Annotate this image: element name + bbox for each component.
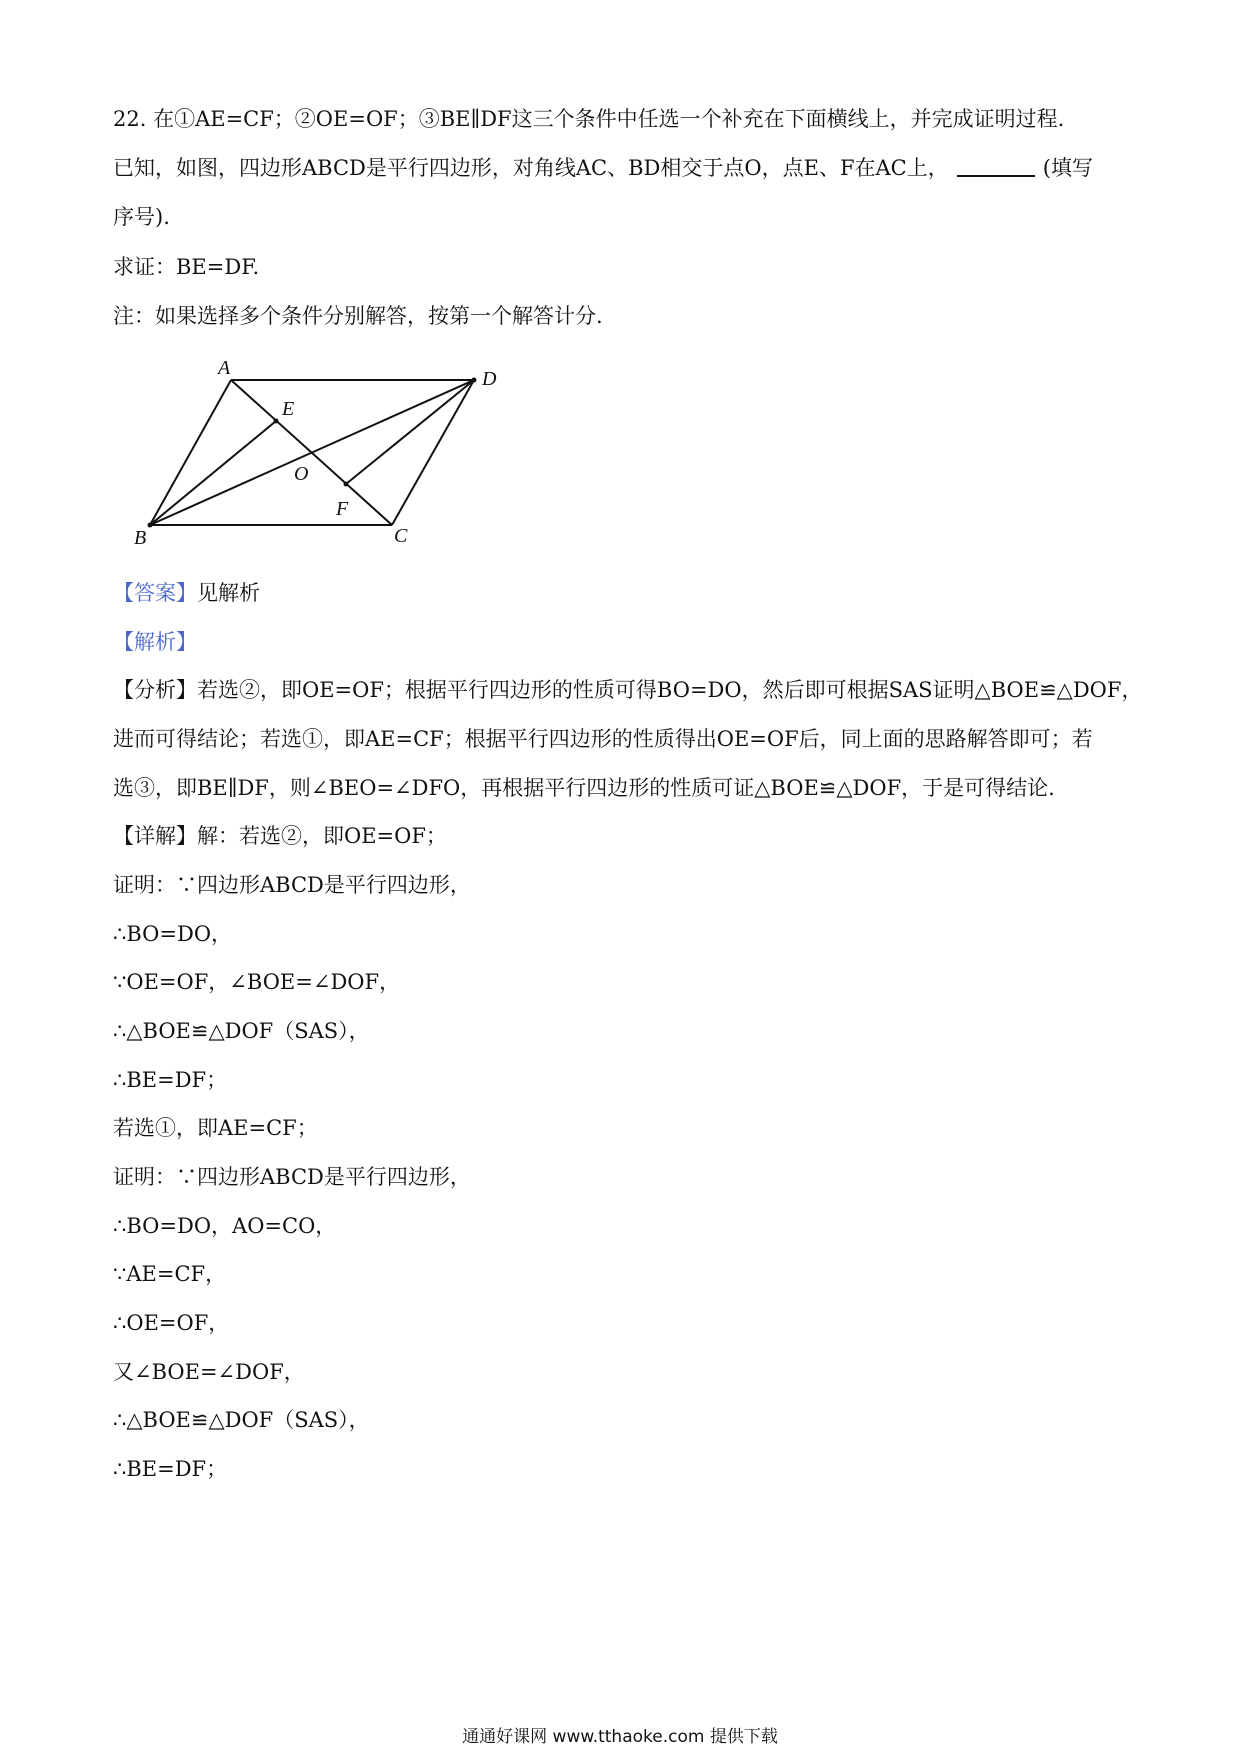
answer-tag: 【答案】 (113, 581, 197, 605)
label-a: A (218, 360, 231, 379)
question-line-4: 求证：BE=DF. (113, 255, 260, 279)
detail-step: 若选①，即AE=CF； (113, 1116, 318, 1140)
point-d (472, 378, 477, 383)
label-c: C (394, 525, 408, 547)
point-e (274, 419, 279, 424)
detail-step: ∴OE=OF， (113, 1311, 230, 1335)
analysis-line-3: 选③，即BE∥DF，则∠BEO=∠DFO，再根据平行四边形的性质可证△BOE≌△DOF，于是可得结论. (113, 776, 1055, 800)
detail-bracket: 【详解】 (113, 824, 197, 848)
detail-step: 证明：∵四边形ABCD是平行四边形， (113, 1165, 471, 1189)
analysis-bracket: 【分析】 (113, 678, 197, 702)
segment-df (346, 380, 474, 484)
side-ba (150, 380, 231, 525)
diagonal-bd (150, 380, 474, 525)
question-line-3: 序号). (113, 205, 170, 229)
detail-intro: 解：若选②，即OE=OF； (197, 824, 447, 848)
detail-step: ∵AE=CF， (113, 1262, 227, 1286)
detail-step: ∴BE=DF； (113, 1068, 228, 1092)
detail-step: ∴BO=DO，AO=CO， (113, 1214, 337, 1238)
answer-text: 见解析 (197, 581, 260, 605)
analysis-line-1 (113, 675, 1142, 705)
point-f (344, 482, 349, 487)
label-o: O (294, 463, 309, 485)
answer-line (113, 578, 260, 608)
label-f: F (336, 498, 349, 520)
detail-step: ∵OE=OF，∠BOE=∠DOF， (113, 970, 401, 994)
answer-blank (957, 155, 1035, 177)
question-line-5: 注：如果选择多个条件分别解答，按第一个解答计分. (113, 304, 603, 328)
detail-step: ∴△BOE≌△DOF（SAS）， (113, 1408, 370, 1432)
analysis-text-1: 若选②，即OE=OF；根据平行四边形的性质可得BO=DO，然后即可根据SAS证明△BOE≌△DOF， (197, 678, 1143, 702)
analysis-line-2: 进而可得结论；若选①，即AE=CF；根据平行四边形的性质得出OE=OF后，同上面的思路解答即可；若 (113, 727, 1093, 751)
question-line-1: 22. 在①AE=CF；②OE=OF；③BE∥DF这三个条件中任选一个补充在下面横线上，并完成证明过程. (113, 107, 1065, 131)
detail-intro-line (113, 821, 447, 851)
question-line-2-text: 已知，如图，四边形ABCD是平行四边形，对角线AC、BD相交于点O，点E、F在AC上， (113, 156, 949, 180)
detail-step: 证明：∵四边形ABCD是平行四边形， (113, 873, 471, 897)
label-b: B (134, 527, 147, 549)
detail-step: ∴△BOE≌△DOF（SAS）， (113, 1019, 370, 1043)
question-line-2-fill-hint: (填写 (1042, 156, 1093, 180)
detail-step: 又∠BOE=∠DOF， (113, 1360, 305, 1384)
label-d: D (482, 368, 497, 390)
question-line-2 (113, 153, 1093, 183)
label-e: E (282, 398, 295, 420)
side-dc (392, 380, 474, 525)
parallelogram-figure (120, 360, 520, 550)
page-footer: 通通好课网 www.tthaoke.com 提供下载 (462, 1727, 778, 1747)
point-b (148, 523, 153, 528)
detail-step: ∴BO=DO， (113, 922, 233, 946)
segment-be (150, 421, 276, 525)
analysis-tag: 【解析】 (113, 630, 197, 654)
detail-step: ∴BE=DF； (113, 1457, 228, 1481)
